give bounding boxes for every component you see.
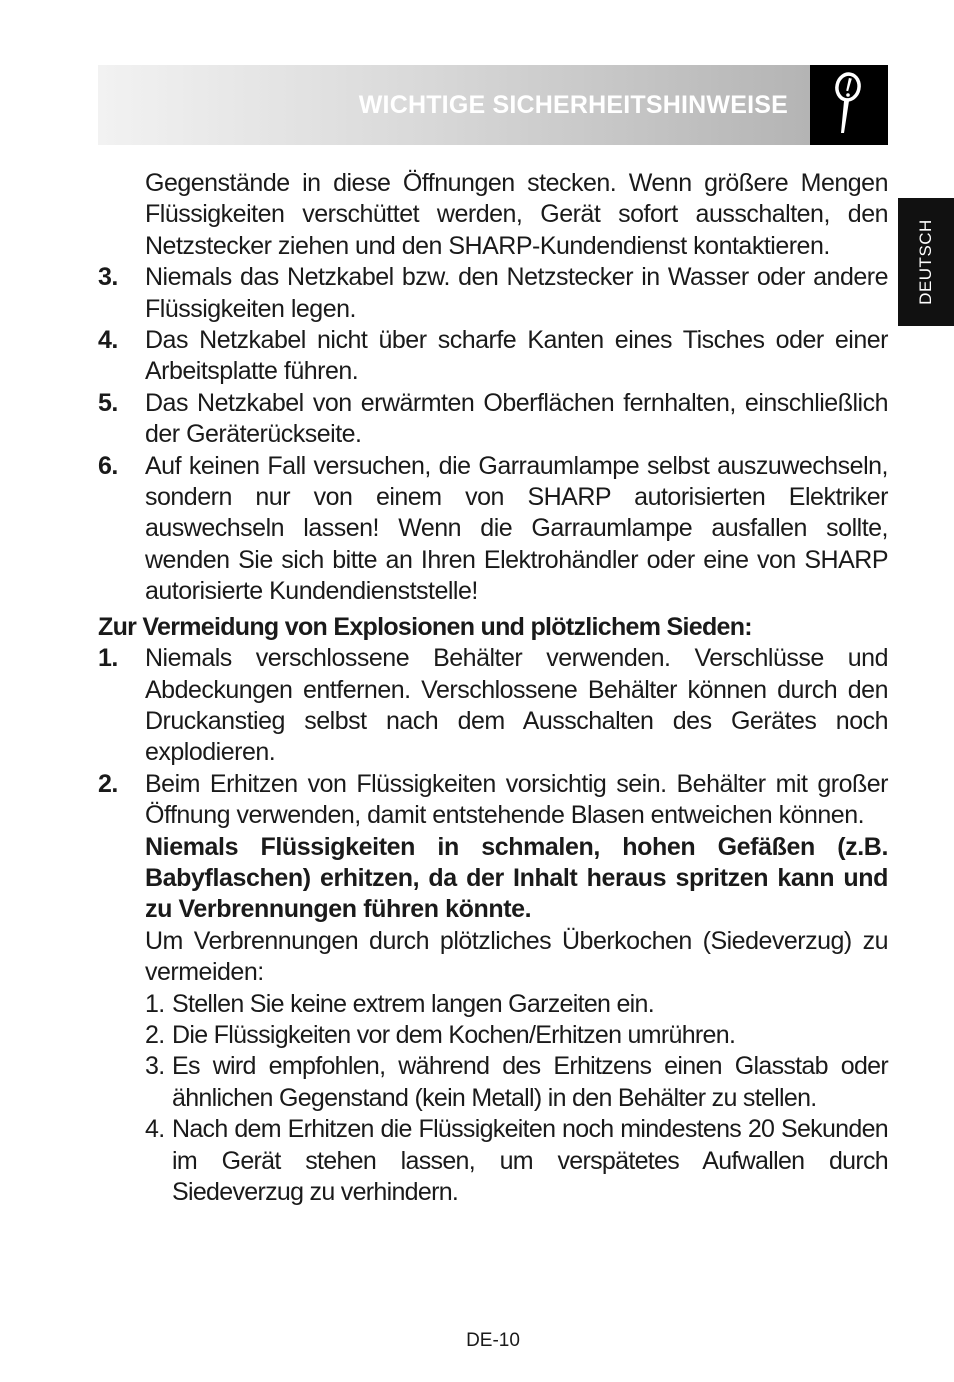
- sub-list-item-text: Die Flüssigkeiten vor dem Kochen/Erhitzen umrühren.: [172, 1020, 736, 1049]
- list-item-number: 4.: [98, 326, 118, 355]
- continuation-paragraph: Gegenstände in diese Öffnungen stecken. Wenn größere Mengen Flüssigkeiten verschüttet werden, Gerät sofort ausschalten, den Netzstecker ziehen und den SHARP-Kundendienst kontaktieren.: [145, 169, 888, 260]
- list-item-number: 6.: [98, 451, 118, 480]
- page-number: DE-10: [466, 1330, 520, 1351]
- list-item-text: Beim Erhitzen von Flüssigkeiten vorsichtig sein. Behälter mit großer Öffnung verwenden, damit entstehende Blasen entweichen können.: [145, 769, 888, 830]
- sub-list-item: [98, 989, 888, 1020]
- list-item-text: Das Netzkabel nicht über scharfe Kanten eines Tisches oder einer Arbeitsplatte führen.: [145, 326, 888, 386]
- list-item-number: 3.: [98, 263, 118, 292]
- language-tab[interactable]: [898, 198, 954, 326]
- sub-list-item-text: Stellen Sie keine extrem langen Garzeiten ein.: [172, 989, 654, 1018]
- list-item-text: Auf keinen Fall versuchen, die Garraumlampe selbst auszuwechseln, sondern nur von einem von SHARP autorisierten Elektriker auswechseln lassen! Wenn die Garraumlampe ausfallen sollte, wenden Sie sich bitte an Ihren Elektrohändler oder eine von SHARP autorisierte Kundendienststelle!: [145, 451, 888, 606]
- list-item-number: 2.: [98, 769, 118, 798]
- sub-list-item-number: 2.: [145, 1020, 165, 1049]
- list-item-text: Niemals das Netzkabel bzw. den Netzstecker in Wasser oder andere Flüssigkeiten legen.: [145, 263, 888, 323]
- list-item-number: 5.: [98, 388, 118, 417]
- page-title: WICHTIGE SICHERHEITSHINWEISE: [358, 91, 788, 119]
- list-item-text: Das Netzkabel von erwärmten Oberflächen fernhalten, einschließlich der Geräterückseite.: [145, 388, 888, 449]
- list-item-number: 1.: [98, 644, 118, 673]
- list-item-text: Niemals verschlossene Behälter verwenden. Verschlüsse und Abdeckungen entfernen. Verschlossene Behälter können durch den Druckanstieg selbst nach dem Ausschalten des Gerätes noch explodieren.: [145, 644, 888, 767]
- section-heading: Zur Vermeidung von Explosionen und plötzlichem Sieden:: [98, 612, 752, 641]
- sub-list-item-text: Nach dem Erhitzen die Flüssigkeiten noch mindestens 20 Sekunden im Gerät stehen lassen, um verspätetes Aufwallen durch Siedeverzug zu verhindern.: [172, 1115, 888, 1206]
- sub-list-item-number: 4.: [145, 1115, 165, 1144]
- language-tab-label: DEUTSCH: [916, 219, 935, 305]
- sub-list-item: [98, 1051, 888, 1114]
- list-item: [98, 451, 888, 608]
- sub-list-item: [98, 1114, 888, 1208]
- intro-paragraph: Um Verbrennungen durch plötzliches Überkochen (Siedeverzug) zu vermeiden:: [145, 926, 888, 987]
- sub-list-item-text: Es wird empfohlen, während des Erhitzens einen Glasstab oder ähnlichen Gegenstand (kein Metall) in den Behälter zu stellen.: [172, 1052, 888, 1112]
- list-item: [98, 388, 888, 451]
- header-bar: [98, 65, 810, 145]
- list-item: [98, 262, 888, 325]
- warning-exclamation-icon: [810, 65, 888, 145]
- list-item: [98, 325, 888, 388]
- list-item: [98, 643, 888, 769]
- sub-list-item-number: 3.: [145, 1052, 165, 1081]
- sub-list-item-number: 1.: [145, 989, 165, 1018]
- document-body: [98, 168, 888, 1208]
- warning-paragraph: Niemals Flüssigkeiten in schmalen, hohen Gefäßen (z.B. Babyflaschen) erhitzen, da der Inhalt heraus spritzen kann und zu Verbrennungen führen könnte.: [145, 832, 888, 924]
- list-item: [98, 769, 888, 832]
- sub-list-item: [98, 1020, 888, 1051]
